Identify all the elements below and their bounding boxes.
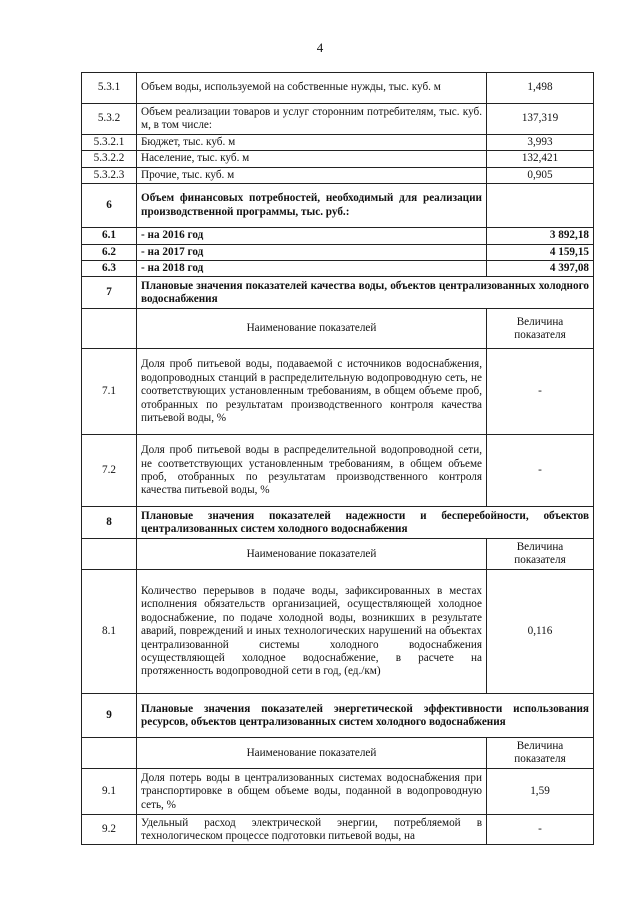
row-value: - (487, 815, 594, 845)
row-number: 5.3.2.1 (82, 135, 137, 151)
indicators-table (81, 72, 594, 845)
row-text: Прочие, тыс. куб. м (137, 167, 487, 183)
row-value: - (487, 349, 594, 435)
row-number: 7.2 (82, 435, 137, 507)
row-value: 1,498 (487, 73, 594, 104)
table-row (82, 228, 594, 244)
section-number: 9 (82, 694, 137, 738)
table-row (82, 261, 594, 277)
table-row (82, 104, 594, 135)
section-7-row (82, 277, 594, 309)
section-9-row (82, 694, 594, 738)
header-name: Наименование показателей (137, 539, 487, 570)
section-title: Плановые значения показателей надежности и бесперебойности, объектов централизованных систем холодного водоснабжения (137, 507, 594, 539)
row-text: Количество перерывов в подаче воды, зафиксированных в местах исполнения обязательств организацией, осуществляющей холодное водоснабжение, по подаче холодной воды, возникших в результате аварий, повреждений и иных технологических нарушений на объектах централизованной системы холодного водоснабжения осуществляющей холодное водоснабжение, в расчете на протяженность водопроводной сети в год, (ед./км) (137, 570, 487, 694)
row-value: 132,421 (487, 151, 594, 167)
row-number: 6.1 (82, 228, 137, 244)
empty-cell (82, 309, 137, 349)
row-value: 137,319 (487, 104, 594, 135)
section-title: Плановые значения показателей энергетической эффективности использования ресурсов, объектов централизованных систем холодного водоснабжения (137, 694, 594, 738)
empty-cell (82, 539, 137, 570)
row-text: - на 2017 год (137, 244, 487, 260)
section-number: 6 (82, 184, 137, 228)
table-row (82, 435, 594, 507)
table-row (82, 244, 594, 260)
table-row (82, 769, 594, 815)
row-text: Бюджет, тыс. куб. м (137, 135, 487, 151)
header-value: Величина показателя (487, 539, 594, 570)
section-number: 7 (82, 277, 137, 309)
row-value: 1,59 (487, 769, 594, 815)
table-row (82, 349, 594, 435)
row-number: 9.1 (82, 769, 137, 815)
row-number: 7.1 (82, 349, 137, 435)
row-number: 6.3 (82, 261, 137, 277)
row-text: Доля потерь воды в централизованных системах водоснабжения при транспортировке в общем объеме воды, поданной в водопроводную сеть, % (137, 769, 487, 815)
header-value: Величина показателя (487, 738, 594, 769)
row-number: 5.3.2.2 (82, 151, 137, 167)
header-row (82, 738, 594, 769)
table-row (82, 570, 594, 694)
row-number: 5.3.2.3 (82, 167, 137, 183)
row-number: 6.2 (82, 244, 137, 260)
header-name: Наименование показателей (137, 309, 487, 349)
row-value: 4 159,15 (487, 244, 594, 260)
table-row (82, 151, 594, 167)
header-row (82, 539, 594, 570)
header-value: Величина показателя (487, 309, 594, 349)
row-number: 9.2 (82, 815, 137, 845)
row-number: 5.3.1 (82, 73, 137, 104)
row-value: 3,993 (487, 135, 594, 151)
row-text: - на 2018 год (137, 261, 487, 277)
row-number: 5.3.2 (82, 104, 137, 135)
table-row (82, 73, 594, 104)
empty-cell (487, 184, 594, 228)
section-6-row (82, 184, 594, 228)
empty-cell (82, 738, 137, 769)
table-row (82, 135, 594, 151)
row-text: Доля проб питьевой воды в распределительной водопроводной сети, не соответствующих установленным требованиям, в общем объеме проб, отобранных по результатам производственного контроля качества питьевой воды, % (137, 435, 487, 507)
table-row (82, 167, 594, 183)
row-text: Население, тыс. куб. м (137, 151, 487, 167)
header-row (82, 309, 594, 349)
section-8-row (82, 507, 594, 539)
section-number: 8 (82, 507, 137, 539)
row-value: 0,905 (487, 167, 594, 183)
section-title: Объем финансовых потребностей, необходимый для реализации производственной программы, тыс. руб.: (137, 184, 487, 228)
row-value: 4 397,08 (487, 261, 594, 277)
row-value: 0,116 (487, 570, 594, 694)
page-number: 4 (316, 40, 324, 55)
row-text: Удельный расход электрической энергии, потребляемой в технологическом процессе подготовки питьевой воды, на (137, 815, 487, 845)
row-number: 8.1 (82, 570, 137, 694)
row-value: 3 892,18 (487, 228, 594, 244)
row-value: - (487, 435, 594, 507)
table-row (82, 815, 594, 845)
header-name: Наименование показателей (137, 738, 487, 769)
row-text: - на 2016 год (137, 228, 487, 244)
row-text: Доля проб питьевой воды, подаваемой с источников водоснабжения, водопроводных станций в распределительную водопроводную сеть, не соответствующих установленным требованиям, в общем объеме проб, отобранных по результатам производственного контроля качества питьевой воды, % (137, 349, 487, 435)
row-text: Объем воды, используемой на собственные нужды, тыс. куб. м (137, 73, 487, 104)
section-title: Плановые значения показателей качества воды, объектов централизованных холодного водоснабжения (137, 277, 594, 309)
row-text: Объем реализации товаров и услуг сторонним потребителям, тыс. куб. м, в том числе: (137, 104, 487, 135)
